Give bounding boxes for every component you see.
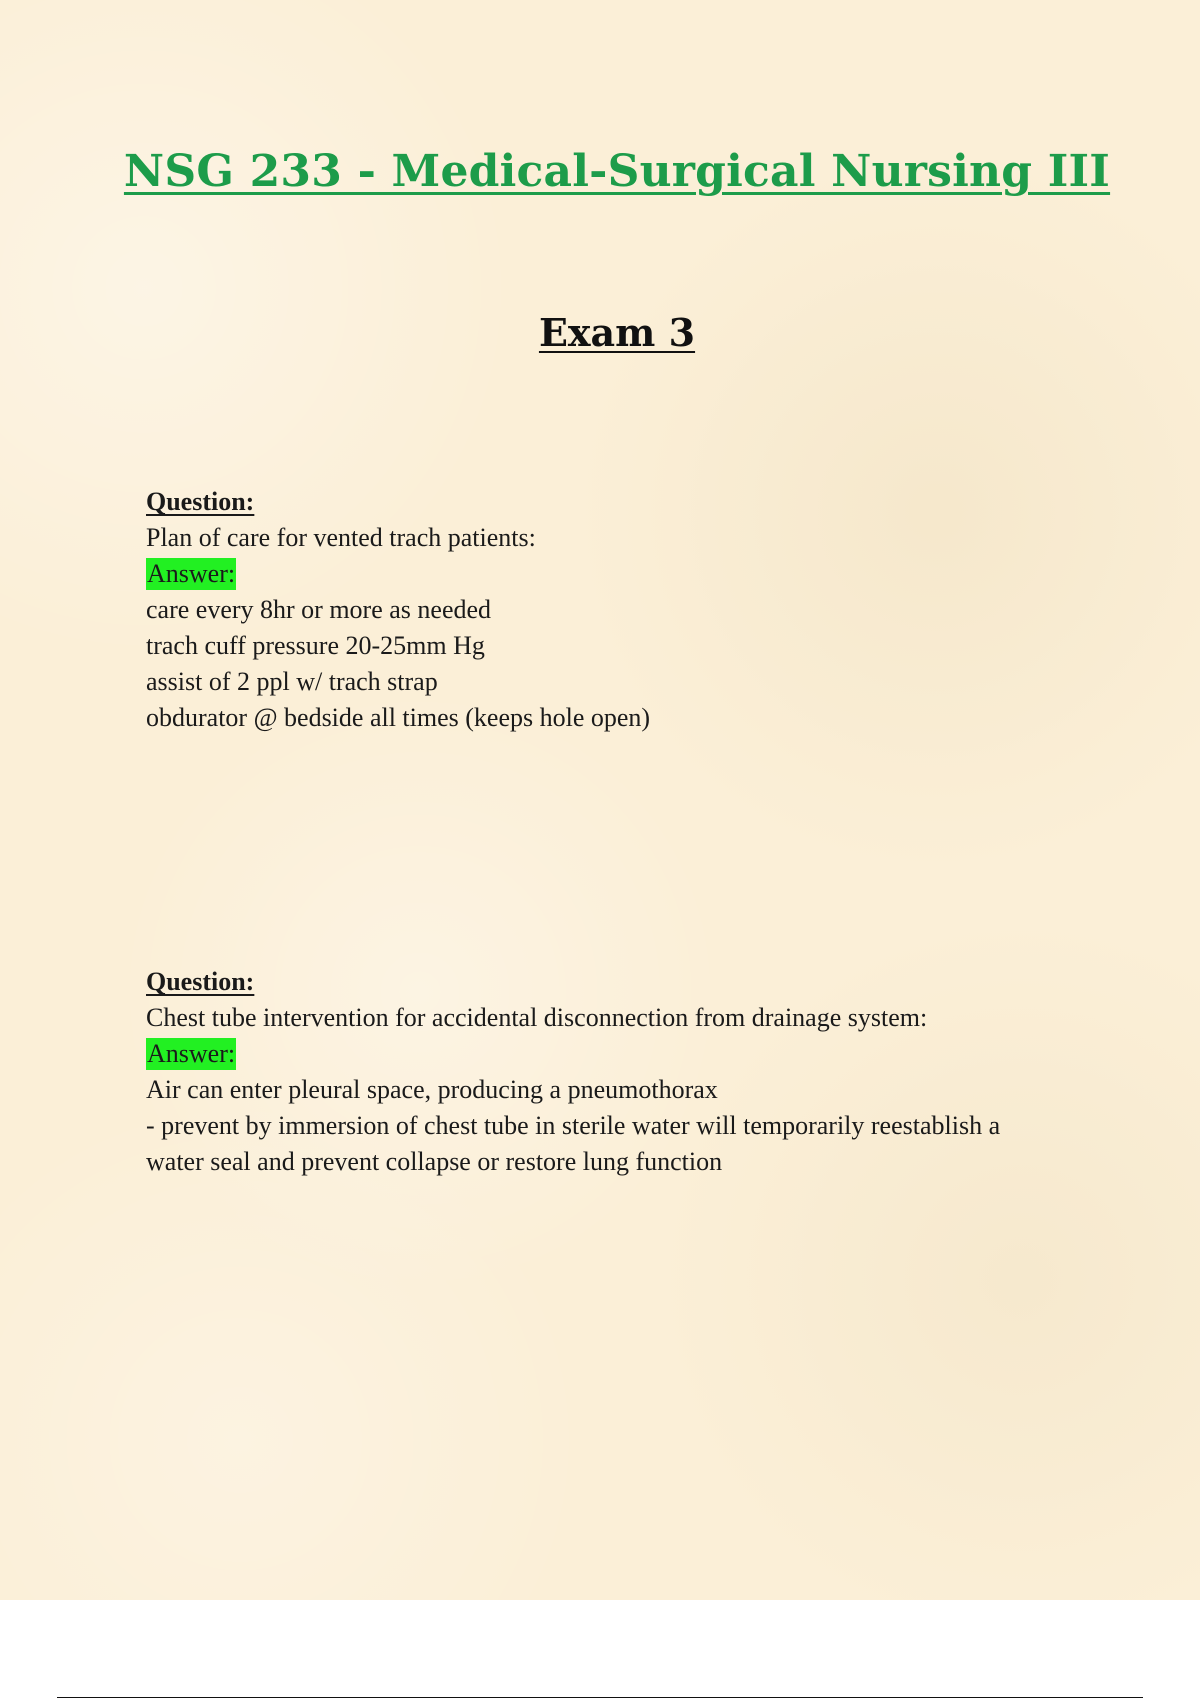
question-label: Question: (146, 967, 255, 996)
answer-label: Answer: (147, 559, 236, 588)
qa-block (146, 964, 1086, 1180)
answer-line: assist of 2 ppl w/ trach strap (146, 667, 438, 696)
question-label: Question: (146, 487, 255, 516)
qa-block (146, 484, 1086, 736)
footer-divider (57, 1697, 1143, 1698)
question-text: Chest tube intervention for accidental disconnection from drainage system: (146, 1003, 928, 1032)
answer-line: obdurator @ bedside all times (keeps hole open) (146, 703, 651, 732)
document-title: NSG 233 - Medical-Surgical Nursing III (123, 146, 1111, 197)
exam-heading: Exam 3 (538, 310, 696, 355)
answer-line: care every 8hr or more as needed (146, 595, 492, 624)
answer-label: Answer: (147, 1039, 236, 1068)
answer-line: Air can enter pleural space, producing a pneumothorax (146, 1075, 718, 1104)
answer-line: - prevent by immersion of chest tube in sterile water will temporarily reestablish a water seal and prevent collapse or restore lung function (146, 1111, 1001, 1176)
question-text: Plan of care for vented trach patients: (146, 523, 536, 552)
answer-line: trach cuff pressure 20-25mm Hg (146, 631, 485, 660)
